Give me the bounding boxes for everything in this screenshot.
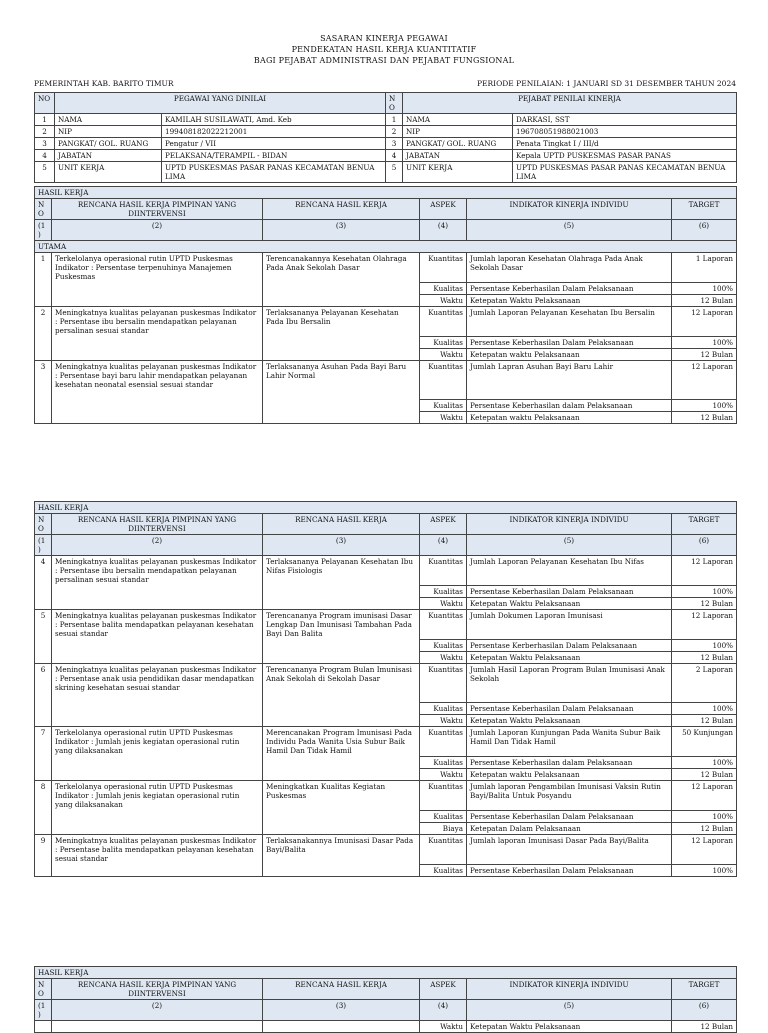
- item-no: 2: [35, 307, 52, 361]
- item-rencana: Terencananya Program imunisasi Dasar Lengkap Dan Imunisasi Tambahan Pada Bayi Dan Balita: [263, 610, 420, 664]
- item-aspek: Kuantitas: [420, 556, 467, 586]
- column-number-row: [35, 220, 737, 241]
- item-indikator: Persentase Keberhasilan Dalam Pelaksanaan: [467, 283, 672, 295]
- item-indikator: Jumlah laporan Kesehatan Olahraga Pada Anak Sekolah Dasar: [467, 253, 672, 283]
- pegawai-header: PEGAWAI YANG DINILAI: [55, 93, 386, 114]
- item-target: 12 Bulan: [672, 598, 737, 610]
- item-indikator: Persentase Keberhasilan dalam Pelaksanaan: [467, 400, 672, 412]
- identity-label: UNIT KERJA: [55, 162, 162, 183]
- col-number: (2): [52, 535, 263, 556]
- identity-right-value: UPTD PUSKESMAS PASAR PANAS KECAMATAN BENUA LIMA: [513, 162, 737, 183]
- identity-label: JABATAN: [403, 150, 513, 162]
- identity-row: [35, 126, 737, 138]
- identity-right-value: Penata Tingkat I / III/d: [513, 138, 737, 150]
- item-rencana: Merencanakan Program Imunisasi Pada Individu Pada Wanita Usia Subur Baik Hamil Dan Tidak Hamil: [263, 727, 420, 781]
- item-pimpinan: Terkelolanya operasional rutin UPTD Puskesmas Indikator : Persentase terpenuhinya Manajemen Puskesmas: [52, 253, 263, 307]
- period-label: PERIODE PENILAIAN: 1 JANUARI SD 31 DESEMBER TAHUN 2024: [477, 79, 736, 88]
- identity-left-value: 199408182022212001: [162, 126, 386, 138]
- col-number: (3): [263, 1000, 420, 1021]
- identity-table: [34, 92, 737, 183]
- col-number: (4): [420, 220, 467, 241]
- item-pimpinan: Meningkatnya kualitas pelayanan puskesmas Indikator : Persentase balita mendapatkan pelayanan kesehatan sesuai standar: [52, 835, 263, 877]
- col-number: (6): [672, 1000, 737, 1021]
- item-aspek: Kualitas: [420, 400, 467, 412]
- item-target: 12 Bulan: [672, 652, 737, 664]
- hasil-kerja-table-3: [34, 966, 737, 1033]
- item-target: 1 Laporan: [672, 253, 737, 283]
- item-indikator: Jumlah laporan Pengambilan Imunisasi Vaksin Rutin Bayi/Balita Untuk Posyandu: [467, 781, 672, 811]
- item-aspek: Kuantitas: [420, 727, 467, 757]
- item-target: 12 Laporan: [672, 781, 737, 811]
- item-aspek: Waktu: [420, 412, 467, 424]
- identity-no: 3: [386, 138, 403, 150]
- item-rencana: Terencanakannya Kesehatan Olahraga Pada Anak Sekolah Dasar: [263, 253, 420, 307]
- identity-label: UNIT KERJA: [403, 162, 513, 183]
- item-aspek: Waktu: [420, 295, 467, 307]
- item-target: 100%: [672, 811, 737, 823]
- item-aspek: Kuantitas: [420, 664, 467, 703]
- item-aspek: Kualitas: [420, 337, 467, 349]
- item-indikator: Jumlah Laporan Kunjungan Pada Wanita Subur Baik Hamil Dan Tidak Hamil: [467, 727, 672, 757]
- item-aspek: Kualitas: [420, 586, 467, 598]
- identity-row: [35, 162, 737, 183]
- item-indikator: Persentase Kerberhasilan Dalam Pelaksanaan: [467, 640, 672, 652]
- col-number: (1): [35, 220, 52, 241]
- section-label: HASIL KERJA: [35, 502, 737, 514]
- identity-label: NAMA: [403, 114, 513, 126]
- identity-no: 4: [386, 150, 403, 162]
- col-rencana: RENCANA HASIL KERJA: [263, 199, 420, 220]
- item-target: 100%: [672, 400, 737, 412]
- col-no: NO: [35, 514, 52, 535]
- col-number: (3): [263, 535, 420, 556]
- identity-left-value: UPTD PUSKESMAS PASAR PANAS KECAMATAN BENUA LIMA: [162, 162, 386, 183]
- col-number: (1): [35, 535, 52, 556]
- col-target: TARGET: [672, 979, 737, 1000]
- col-number: (4): [420, 1000, 467, 1021]
- col-no: NO: [35, 979, 52, 1000]
- item-rencana: Terencananya Program Bulan Imunisasi Anak Sekolah di Sekolah Dasar: [263, 664, 420, 727]
- item-target: 100%: [672, 757, 737, 769]
- identity-label: NIP: [55, 126, 162, 138]
- item-aspek: Kualitas: [420, 703, 467, 715]
- identity-no: 1: [386, 114, 403, 126]
- item-aspek: Kualitas: [420, 811, 467, 823]
- table-row: [35, 727, 737, 757]
- no-header: NO: [386, 93, 403, 114]
- item-target: 2 Laporan: [672, 664, 737, 703]
- item-target: 12 Laporan: [672, 361, 737, 400]
- item-aspek: Waktu: [420, 349, 467, 361]
- item-indikator: Ketepatan Waktu Pelaksanaan: [467, 295, 672, 307]
- identity-no: 1: [35, 114, 55, 126]
- table-row: [35, 307, 737, 337]
- item-target: 12 Bulan: [672, 412, 737, 424]
- item-indikator: Jumlah laporan Imunisasi Dasar Pada Bayi/Balita: [467, 835, 672, 865]
- item-aspek: Waktu: [420, 1021, 467, 1033]
- table-header-row: [35, 199, 737, 220]
- item-indikator: Ketepatan waktu Pelaksanaan: [467, 769, 672, 781]
- item-indikator: Jumlah Dokumen Laporan Imunisasi: [467, 610, 672, 640]
- item-pimpinan: Terkelolanya operasional rutin UPTD Puskesmas Indikator : Jumlah jenis kegiatan operasional rutin yang dilaksanakan: [52, 727, 263, 781]
- item-indikator: Ketepatan waktu Pelaksanaan: [467, 412, 672, 424]
- item-target: 12 Bulan: [672, 295, 737, 307]
- item-indikator: Ketepatan Waktu Pelaksanaan: [467, 652, 672, 664]
- item-indikator: Ketepatan Waktu Pelaksanaan: [467, 598, 672, 610]
- item-aspek: Biaya: [420, 823, 467, 835]
- item-aspek: Kuantitas: [420, 781, 467, 811]
- col-number: (4): [420, 535, 467, 556]
- table-row: [35, 361, 737, 400]
- col-aspek: ASPEK: [420, 199, 467, 220]
- table-row: [35, 253, 737, 283]
- identity-no: 5: [35, 162, 55, 183]
- identity-no: 2: [386, 126, 403, 138]
- item-aspek: Kuantitas: [420, 835, 467, 865]
- item-indikator: Jumlah Laporan Pelayanan Kesehatan Ibu Bersalin: [467, 307, 672, 337]
- table-header-row: [35, 979, 737, 1000]
- item-target: 50 Kunjungan: [672, 727, 737, 757]
- table-row: [35, 610, 737, 640]
- col-number: (6): [672, 535, 737, 556]
- item-target: 12 Bulan: [672, 823, 737, 835]
- item-indikator: Persentase Keberhasilan dalam Pelaksanaan: [467, 757, 672, 769]
- item-rencana: Terlaksananya Pelayanan Kesehatan Pada Ibu Bersalin: [263, 307, 420, 361]
- item-target: 12 Bulan: [672, 769, 737, 781]
- table-row: [35, 781, 737, 811]
- item-aspek: Kualitas: [420, 283, 467, 295]
- item-target: 12 Laporan: [672, 610, 737, 640]
- item-target: 12 Bulan: [672, 349, 737, 361]
- item-target: 12 Bulan: [672, 1021, 737, 1033]
- item-aspek: Kuantitas: [420, 610, 467, 640]
- item-aspek: Waktu: [420, 769, 467, 781]
- item-rencana: Terlaksananya Pelayanan Kesehatan Ibu Nifas Fisiologis: [263, 556, 420, 610]
- col-number: (5): [467, 535, 672, 556]
- item-indikator: Persentase Keberhasilan Dalam Pelaksanaan: [467, 337, 672, 349]
- col-target: TARGET: [672, 199, 737, 220]
- no-header: NO: [35, 93, 55, 114]
- item-target: 100%: [672, 586, 737, 598]
- item-indikator: Persentase Keberhasilan Dalam Pelaksanaan: [467, 586, 672, 598]
- column-number-row: [35, 535, 737, 556]
- doc-subtitle: PENDEKATAN HASIL KERJA KUANTITATIF: [291, 45, 477, 54]
- column-number-row: [35, 1000, 737, 1021]
- item-target: 100%: [672, 640, 737, 652]
- identity-label: PANGKAT/ GOL. RUANG: [55, 138, 162, 150]
- col-indikator: INDIKATOR KINERJA INDIVIDU: [467, 979, 672, 1000]
- item-rencana: Terlaksanakannya Imunisasi Dasar Pada Bayi/Balita: [263, 835, 420, 877]
- identity-no: 3: [35, 138, 55, 150]
- col-aspek: ASPEK: [420, 979, 467, 1000]
- item-no: 5: [35, 610, 52, 664]
- item-indikator: Persentase Keberhasilan Dalam Pelaksanaan: [467, 811, 672, 823]
- identity-row: [35, 138, 737, 150]
- identity-header-row: [35, 93, 737, 114]
- col-no: NO: [35, 199, 52, 220]
- item-indikator: Ketepatan Waktu Pelaksanaan: [467, 1021, 672, 1033]
- hasil-kerja-table-2: [34, 501, 737, 877]
- item-no: 8: [35, 781, 52, 835]
- col-rencana: RENCANA HASIL KERJA: [263, 979, 420, 1000]
- doc-subtitle-2: BAGI PEJABAT ADMINISTRASI DAN PEJABAT FUNGSIONAL: [253, 56, 515, 65]
- col-number: (1): [35, 1000, 52, 1021]
- identity-row: [35, 114, 737, 126]
- item-rencana: Meningkatkan Kualitas Kegiatan Puskesmas: [263, 781, 420, 835]
- identity-label: NIP: [403, 126, 513, 138]
- col-number: (5): [467, 220, 672, 241]
- hasil-kerja-table-1: [34, 186, 737, 424]
- item-target: 100%: [672, 283, 737, 295]
- item-pimpinan: Meningkatnya kualitas pelayanan puskesmas Indikator : Persentase ibu bersalin mendapatkan pelayanan persalinan sesuai standar: [52, 556, 263, 610]
- item-target: 100%: [672, 337, 737, 349]
- identity-right-value: DARKASI, SST: [513, 114, 737, 126]
- col-number: (2): [52, 220, 263, 241]
- item-aspek: Kualitas: [420, 865, 467, 877]
- item-aspek: Kuantitas: [420, 253, 467, 283]
- col-number: (6): [672, 220, 737, 241]
- col-rencana: RENCANA HASIL KERJA: [263, 514, 420, 535]
- item-pimpinan: Terkelolanya operasional rutin UPTD Puskesmas Indikator : Jumlah jenis kegiatan operasional rutin yang dilaksanakan: [52, 781, 263, 835]
- item-indikator: Persentase Keberhasilan Dalam Pelaksanaan: [467, 703, 672, 715]
- identity-no: 2: [35, 126, 55, 138]
- item-pimpinan: Meningkatnya kualitas pelayanan puskesmas Indikator : Persentase balita mendapatkan pelayanan kesehatan sesuai standar: [52, 610, 263, 664]
- col-number: (3): [263, 220, 420, 241]
- item-indikator: Jumlah Laporan Pelayanan Kesehatan Ibu Nifas: [467, 556, 672, 586]
- table-row: [35, 556, 737, 586]
- item-pimpinan: Meningkatnya kualitas pelayanan puskesmas Indikator : Persentase bayi baru lahir mendapatkan pelayanan kesehatan neonatal esensial sesuai standar: [52, 361, 263, 424]
- identity-left-value: PELAKSANA/TERAMPIL - BIDAN: [162, 150, 386, 162]
- item-no: 1: [35, 253, 52, 307]
- col-pimpinan: RENCANA HASIL KERJA PIMPINAN YANG DIINTERVENSI: [52, 514, 263, 535]
- item-aspek: Kualitas: [420, 757, 467, 769]
- table-header-row: [35, 514, 737, 535]
- col-number: (5): [467, 1000, 672, 1021]
- item-indikator: Jumlah Hasil Laporan Program Bulan Imunisasi Anak Sekolah: [467, 664, 672, 703]
- item-pimpinan: Meningkatnya kualitas pelayanan puskesmas Indikator : Persentase anak usia pendidikan dasar mendapatkan skrining kesehatan sesuai standar: [52, 664, 263, 727]
- table-row: [35, 1021, 737, 1033]
- item-no: 6: [35, 664, 52, 727]
- item-no: 9: [35, 835, 52, 877]
- item-indikator: Persentase Keberhasilan Dalam Pelaksanaan: [467, 865, 672, 877]
- identity-no: 4: [35, 150, 55, 162]
- col-pimpinan: RENCANA HASIL KERJA PIMPINAN YANG DIINTERVENSI: [52, 199, 263, 220]
- item-aspek: Waktu: [420, 715, 467, 727]
- item-target: 100%: [672, 865, 737, 877]
- item-aspek: Kualitas: [420, 640, 467, 652]
- penilai-header: PEJABAT PENILAI KINERJA: [403, 93, 737, 114]
- government-label: PEMERINTAH KAB. BARITO TIMUR: [34, 79, 174, 88]
- item-target: 12 Laporan: [672, 835, 737, 865]
- table-row: [35, 835, 737, 865]
- identity-label: PANGKAT/ GOL. RUANG: [403, 138, 513, 150]
- item-pimpinan: Meningkatnya kualitas pelayanan puskesmas Indikator : Persentase ibu bersalin mendapatkan pelayanan persalinan sesuai standar: [52, 307, 263, 361]
- item-indikator: Ketepatan waktu Pelaksanaan: [467, 349, 672, 361]
- col-pimpinan: RENCANA HASIL KERJA PIMPINAN YANG DIINTERVENSI: [52, 979, 263, 1000]
- col-aspek: ASPEK: [420, 514, 467, 535]
- item-indikator: Ketepatan Dalam Pelaksanaan: [467, 823, 672, 835]
- item-target: 12 Laporan: [672, 556, 737, 586]
- identity-label: NAMA: [55, 114, 162, 126]
- table-row: [35, 664, 737, 703]
- identity-left-value: KAMILAH SUSILAWATI, Amd. Keb: [162, 114, 386, 126]
- item-aspek: Waktu: [420, 652, 467, 664]
- identity-row: [35, 150, 737, 162]
- col-indikator: INDIKATOR KINERJA INDIVIDU: [467, 199, 672, 220]
- item-indikator: Ketepatan Waktu Pelaksanaan: [467, 715, 672, 727]
- item-aspek: Kuantitas: [420, 307, 467, 337]
- item-rencana: Terlaksananya Asuhan Pada Bayi Baru Lahir Normal: [263, 361, 420, 424]
- item-no: 3: [35, 361, 52, 424]
- utama-label: UTAMA: [35, 241, 737, 253]
- item-target: 12 Laporan: [672, 307, 737, 337]
- identity-left-value: Pengatur / VII: [162, 138, 386, 150]
- item-aspek: Kuantitas: [420, 361, 467, 400]
- item-indikator: Jumlah Lapran Asuhan Bayi Baru Lahir: [467, 361, 672, 400]
- section-label: HASIL KERJA: [35, 967, 737, 979]
- col-number: (2): [52, 1000, 263, 1021]
- item-aspek: Waktu: [420, 598, 467, 610]
- identity-right-value: 196708051988021003: [513, 126, 737, 138]
- identity-label: JABATAN: [55, 150, 162, 162]
- section-label: HASIL KERJA: [35, 187, 737, 199]
- item-target: 12 Bulan: [672, 715, 737, 727]
- doc-title: SASARAN KINERJA PEGAWAI: [320, 34, 448, 43]
- identity-no: 5: [386, 162, 403, 183]
- item-target: 100%: [672, 703, 737, 715]
- item-no: 7: [35, 727, 52, 781]
- item-no: 4: [35, 556, 52, 610]
- col-target: TARGET: [672, 514, 737, 535]
- col-indikator: INDIKATOR KINERJA INDIVIDU: [467, 514, 672, 535]
- identity-right-value: Kepala UPTD PUSKESMAS PASAR PANAS: [513, 150, 737, 162]
